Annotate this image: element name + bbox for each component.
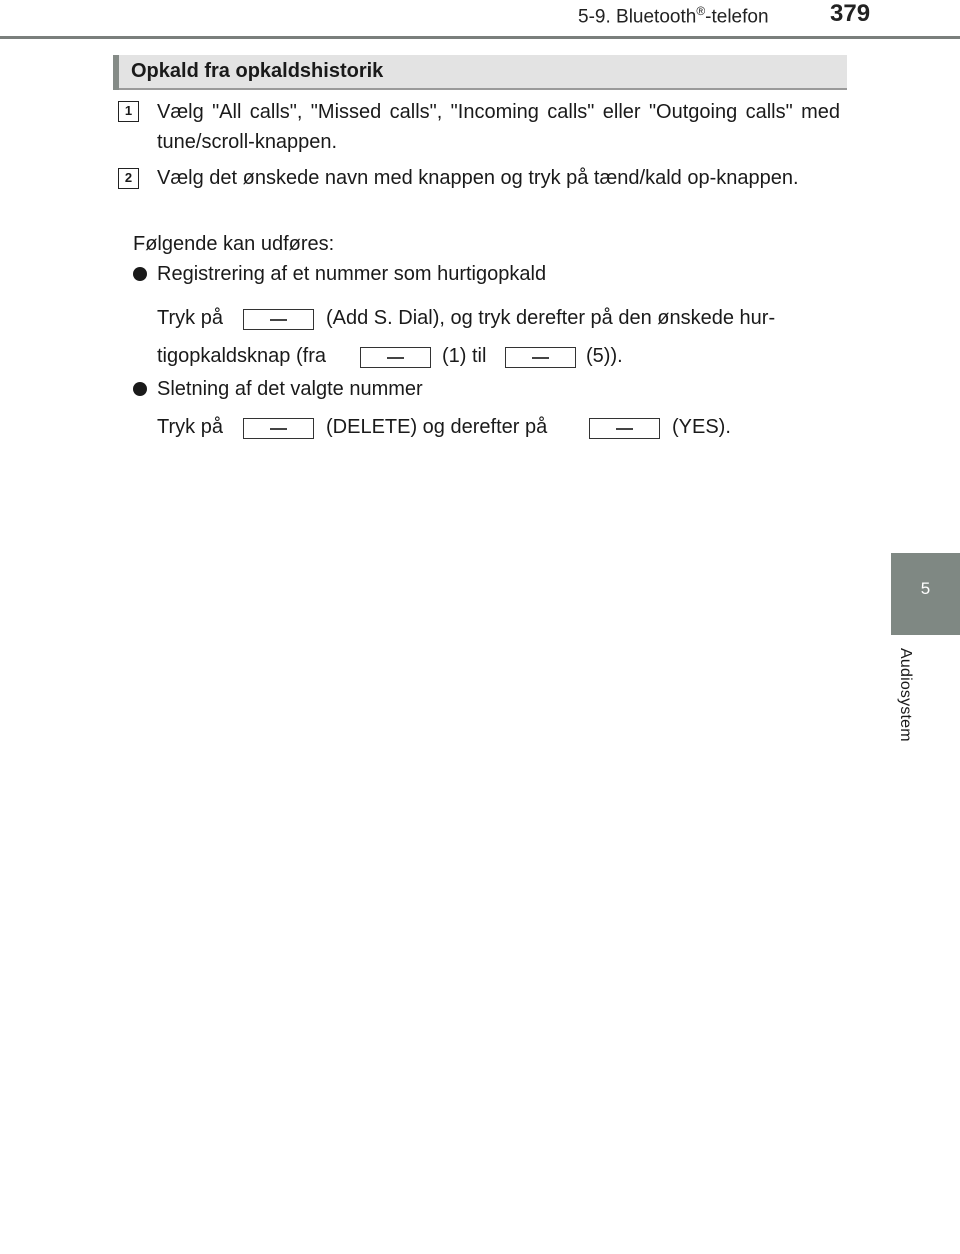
following-intro: Følgende kan udføres: (133, 233, 335, 255)
chapter-title: Audiosystem (897, 648, 914, 742)
section-bar-accent (113, 55, 119, 90)
screen-button-icon (243, 418, 314, 439)
item-title: Sletning af det valgte nummer (157, 378, 423, 400)
instruction-text: (1) til (442, 345, 487, 367)
screen-button-icon (360, 347, 431, 368)
chapter-tab (891, 553, 960, 635)
instruction-text: (YES). (672, 416, 731, 438)
step-number-box: 1 (118, 101, 139, 122)
instruction-text: tigopkaldsknap (fra (157, 345, 326, 367)
screen-button-icon (589, 418, 660, 439)
section-heading-bar (113, 55, 847, 90)
screen-button-icon (243, 309, 314, 330)
step-number-box: 2 (118, 168, 139, 189)
item-title: Registrering af et nummer som hurtigopkald (157, 263, 547, 285)
instruction-text: (Add S. Dial), og tryk derefter på den ønskede hur- (326, 307, 776, 329)
instruction-text: (DELETE) og derefter på (326, 416, 548, 438)
screen-button-icon (505, 347, 576, 368)
header-rule (0, 36, 960, 39)
step-text: Vælg det ønskede navn med knappen og tryk på tænd/kald op-knappen. (157, 167, 799, 189)
bullet-icon (133, 267, 147, 281)
chapter-number: 5 (920, 579, 931, 598)
running-header (578, 4, 769, 28)
registered-mark: ® (696, 4, 706, 18)
header-section-suffix: -telefon (705, 6, 769, 28)
section-title: Opkald fra opkaldshistorik (131, 60, 384, 82)
instruction-text: (5)). (586, 345, 623, 367)
header-section-prefix: 5-9. Bluetooth (578, 6, 697, 28)
page-number: 379 (830, 0, 871, 27)
bullet-icon (133, 382, 147, 396)
instruction-text: Tryk på (157, 307, 223, 329)
step-text: Vælg "All calls", "Missed calls", "Incoming calls" eller "Outgoing calls" med tune/scroll-knappen. (157, 101, 840, 153)
instruction-text: Tryk på (157, 416, 223, 438)
